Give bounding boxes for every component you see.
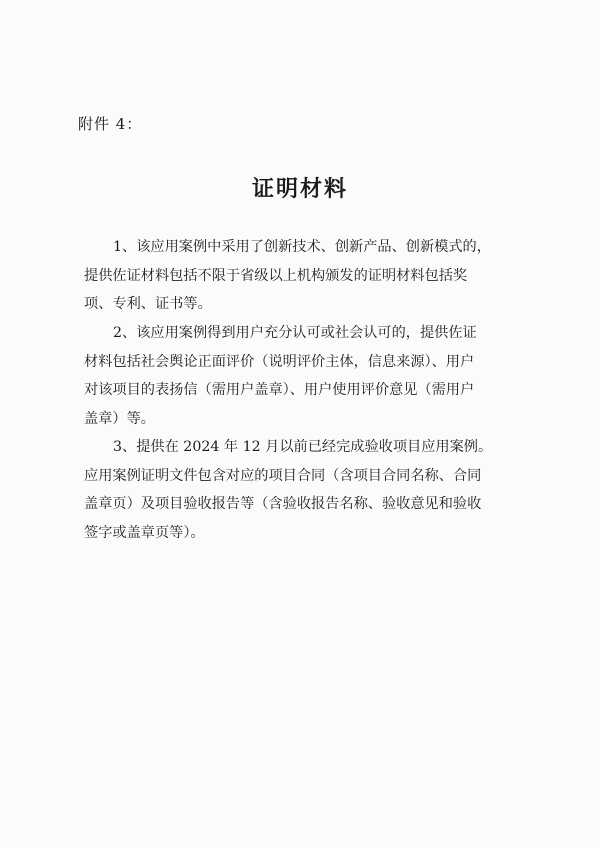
paragraph-line: 应用案例证明文件包含对应的项目合同（含项目合同名称、合同 [84, 467, 482, 484]
attachment-label: 附件 4： [78, 115, 143, 133]
paragraph-2 [84, 319, 524, 433]
paragraph-line: 签字或盖章页等）。 [84, 524, 205, 541]
document-title: 证明材料 [251, 176, 348, 202]
paragraph-line: 提供佐证材料包括不限于省级以上机构颁发的证明材料包括奖 [84, 267, 468, 284]
paragraph-line: 项、专利、证书等。 [84, 296, 212, 312]
paragraph-line: 2、该应用案例得到用户充分认可或社会认可的，提供佐证 [113, 325, 477, 341]
paragraph-line: 盖章）等。 [84, 410, 155, 427]
paragraph-line: 材料包括社会舆论正面评价（说明评价主体，信息来源）、用户 [84, 353, 475, 370]
paragraph-3 [84, 433, 524, 547]
paragraph-line: 对该项目的表扬信（需用户盖章）、用户使用评价意见（需用户 [84, 382, 475, 398]
paragraph-line: 3、提供在 2024 年 12 月以前已经完成验收项目应用案例。 [113, 439, 493, 455]
paragraph-line: 1、该应用案例中采用了创新技术、创新产品、创新模式的， [113, 239, 491, 255]
paragraph-1 [84, 233, 524, 319]
paragraph-line: 盖章页）及项目验收报告等（含验收报告名称、验收意见和验收 [84, 496, 482, 512]
